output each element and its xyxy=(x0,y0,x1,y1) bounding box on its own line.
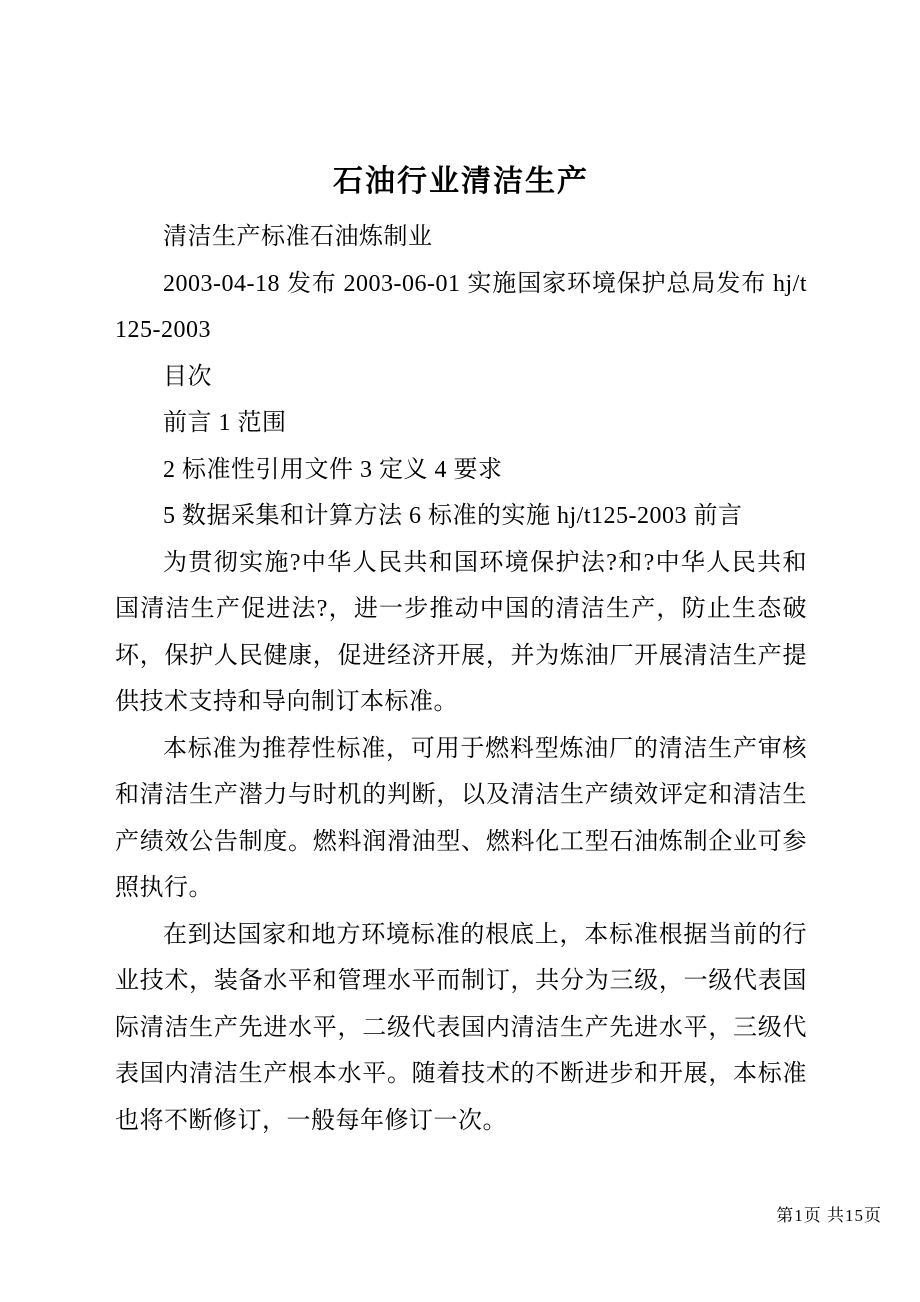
paragraph-toc-line-2: 2 标准性引用文件 3 定义 4 要求 xyxy=(163,456,503,483)
paragraph-issue-dates: 2003-04-18 发布 2003-06-01 实施国家环境保护总局发布 hj/t125-2003 xyxy=(115,270,807,343)
paragraph-subtitle: 清洁生产标准石油炼制业 xyxy=(163,224,433,250)
document-body xyxy=(115,160,807,1144)
document-title: 石油行业清洁生产 xyxy=(333,165,589,198)
paragraph-foreword-2: 本标准为推荐性标准，可用于燃料型炼油厂的清洁生产审核和清洁生产潜力与时机的判断，以及清洁生产绩效评定和清洁生产绩效公告制度。燃料润滑油型、燃料化工型石油炼制企业可参照执行。 xyxy=(115,735,807,901)
paragraph-toc-heading: 目次 xyxy=(163,363,212,390)
paragraph-foreword-3: 在到达国家和地方环境标准的根底上，本标准根据当前的行业技术，装备水平和管理水平而制订，共分为三级，一级代表国际清洁生产先进水平，二级代表国内清洁生产先进水平，三级代表国内清洁生产根本水平。随着技术的不断进步和开展，本标准也将不断修订，一般每年修订一次。 xyxy=(115,921,807,1134)
page-number-footer: 第1页 共15页 xyxy=(776,1206,882,1225)
paragraph-foreword-1: 为贯彻实施?中华人民共和国环境保护法?和?中华人民共和国清洁生产促进法?，进一步推动中国的清洁生产，防止生态破坏，保护人民健康，促进经济开展，并为炼油厂开展清洁生产提供技术支持和导向制订本标准。 xyxy=(115,549,807,715)
paragraph-toc-line-3: 5 数据采集和计算方法 6 标准的实施 hj/t125-2003 前言 xyxy=(163,503,743,529)
paragraph-toc-line-1: 前言 1 范围 xyxy=(163,410,287,436)
